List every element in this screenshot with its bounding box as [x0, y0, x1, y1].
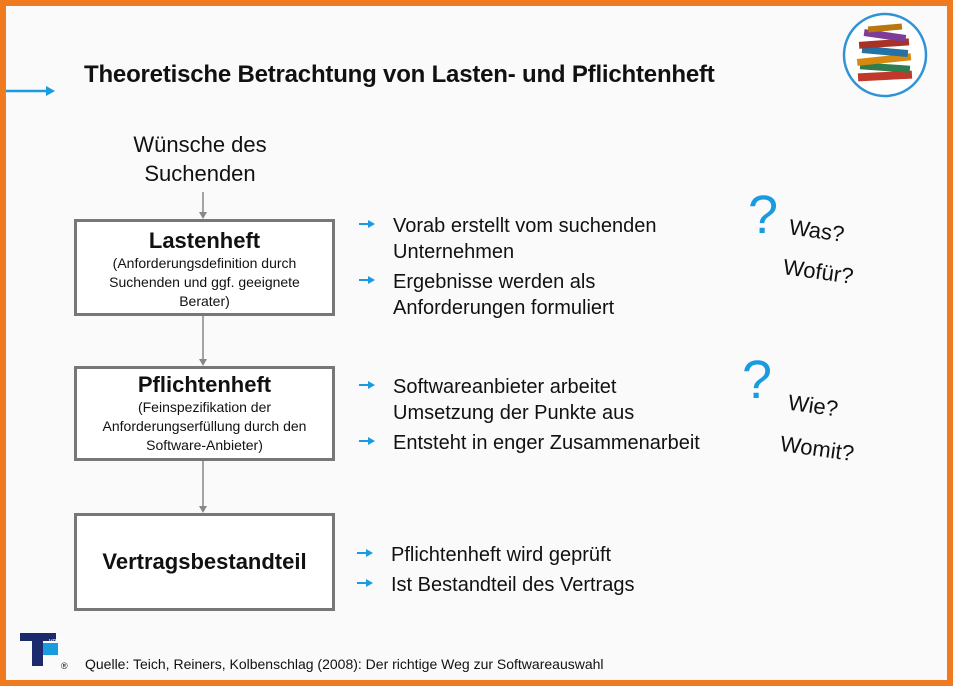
box-subtitle: (Feinspezifikation der	[137, 399, 272, 415]
arrow-bullet-icon	[357, 578, 373, 588]
list-item-line: Entsteht in enger Zusammenarbeit	[393, 432, 700, 454]
slide	[6, 6, 947, 680]
box-subtitle: Software-Anbieter)	[146, 437, 263, 453]
start-node-line: Wünsche des	[133, 132, 267, 157]
list-item-line: Unternehmen	[393, 241, 515, 263]
connector-arrowhead	[199, 212, 207, 219]
list-item	[355, 542, 634, 568]
arrow-bullet-icon	[359, 219, 375, 229]
list-item	[357, 430, 700, 456]
bullet-list-pflichtenheft	[357, 374, 700, 460]
page-title: Theoretische Betrachtung von Lasten- und Pflichtenheft	[84, 61, 715, 88]
list-item-line: Umsetzung der Punkte aus	[393, 402, 635, 424]
list-item	[355, 572, 634, 598]
box-subtitle: Berater)	[179, 293, 230, 309]
arrow-right-icon	[6, 83, 56, 99]
registered-mark: ®	[61, 661, 68, 670]
box-title: Vertragsbestandteil	[102, 549, 307, 574]
list-item-line: Pflichtenheft wird geprüft	[391, 544, 612, 566]
list-item-line: Softwareanbieter arbeitet	[393, 376, 617, 398]
arrow-bullet-icon	[359, 380, 375, 390]
list-item	[357, 213, 657, 265]
box-pflichtenheft	[74, 366, 335, 461]
start-node-line: Suchenden	[144, 161, 256, 186]
box-lastenheft	[74, 219, 335, 316]
box-vertragsbestandteil	[74, 513, 335, 611]
arrow-bullet-icon	[357, 548, 373, 558]
box-title: Pflichtenheft	[137, 372, 272, 397]
question-word: Wie?	[786, 389, 840, 422]
question-mark-icon: ?	[742, 350, 773, 410]
box-subtitle: Anforderungserfüllung durch den	[102, 418, 307, 434]
book-stack-icon	[842, 12, 928, 98]
box-title: Lastenheft	[148, 228, 261, 253]
box-subtitle: (Anforderungsdefinition durch	[112, 255, 297, 271]
connector-arrowhead	[199, 506, 207, 513]
question-word: Womit?	[778, 430, 856, 467]
list-item-line: Ist Bestandteil des Vertrags	[391, 574, 635, 596]
box-subtitle: Suchenden und ggf. geeignete	[109, 274, 300, 290]
bullet-list-vertrag	[355, 542, 634, 602]
logo-text: vock	[49, 638, 64, 645]
start-node	[100, 130, 300, 188]
bullet-list-lastenheft	[357, 213, 657, 325]
source-citation: Quelle: Teich, Reiners, Kolbenschlag (2008): Der richtige Weg zur Softwareauswahl	[85, 656, 604, 672]
list-item-line: Vorab erstellt vom suchenden	[393, 215, 657, 237]
list-item	[357, 374, 700, 426]
question-word: Was?	[787, 214, 846, 247]
question-mark-icon: ?	[748, 185, 779, 245]
list-item	[357, 269, 657, 321]
arrow-bullet-icon	[359, 275, 375, 285]
question-word: Wofür?	[781, 254, 855, 289]
list-item-line: Ergebnisse werden als	[393, 271, 596, 293]
connector-arrowhead	[199, 359, 207, 366]
company-logo	[18, 630, 68, 670]
list-item-line: Anforderungen formuliert	[393, 297, 615, 319]
arrow-bullet-icon	[359, 436, 375, 446]
